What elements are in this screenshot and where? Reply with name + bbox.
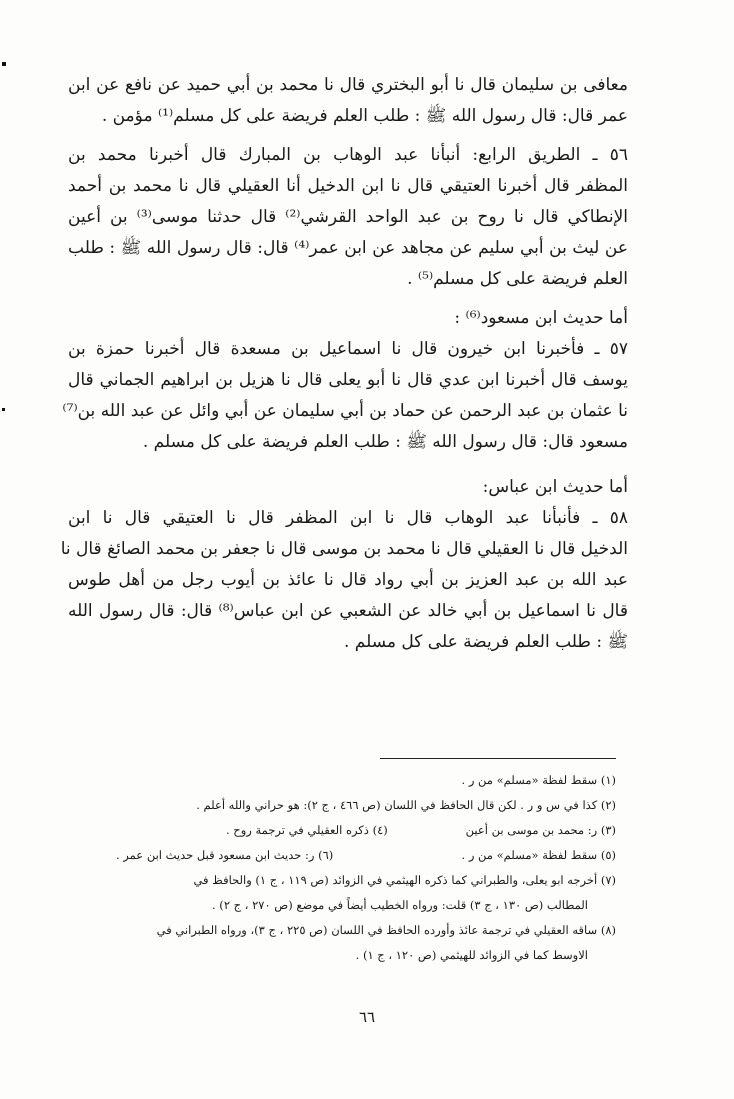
text-line: قال نا اسماعيل بن أبي خالد عن الشعبي عن ابن عباس⁽⁸⁾ قال: قال رسول الله <box>68 601 628 621</box>
text-line: ٥٧ ـ فأخبرنا ابن خيرون قال نا اسماعيل بن مسعدة قال أخبرنا حمزة بن <box>68 339 628 359</box>
footnotes <box>96 768 616 968</box>
text-line: مسعود قال: قال رسول الله ﷺ : طلب العلم فريضة على كل مسلم . <box>142 432 628 452</box>
footnote-5: (٥) سقط لفظة «مسلم» من ر . <box>461 848 616 862</box>
text-line: عبد الله بن عبد العزيز بن أبي رواد قال نا عائذ بن أيوب رجل من أهل طوس <box>68 570 628 590</box>
footnote-row-3-4 <box>96 818 616 843</box>
text-line: الدخيل قال نا العقيلي قال نا محمد بن موسى قال نا جعفر بن محمد الصائغ قال نا <box>60 539 628 559</box>
footnote-6: (٦) ر: حديث ابن مسعود قبل حديث ابن عمر . <box>116 848 334 862</box>
section-heading: أما حديث ابن عباس: <box>482 477 628 497</box>
text-line: يوسف قال أخبرنا ابن عدي قال نا أبو يعلى قال نا هزيل بن ابراهيم الجماني قال <box>68 370 628 390</box>
scan-mark-top <box>2 62 6 66</box>
text-line: ٥٦ ـ الطريق الرابع: أنبأنا عبد الوهاب بن المبارك قال أخبرنا محمد بن <box>68 145 628 165</box>
footnote-8: (٨) ساقه العقيلي في ترجمة عائذ وأورده الحافظ في اللسان (ص ٢٢٥ ، ج ٣)، ورواه الطبراني في <box>156 923 616 937</box>
section-heading: أما حديث ابن مسعود⁽⁶⁾ : <box>454 308 628 328</box>
text-line: معافى بن سليمان قال نا أبو البختري قال نا محمد بن أبي حميد عن نافع عن ابن <box>68 75 628 95</box>
main-text-body <box>60 70 629 658</box>
footnote-4: (٤) ذكره العقيلي في ترجمة روح . <box>226 823 388 837</box>
footnote-3: (٣) ر: محمد بن موسى بن أعين <box>465 823 616 837</box>
text-line: الإنطاكي قال نا روح بن عبد الواحد القرشي⁽²⁾ قال حدثنا موسى⁽³⁾ بن أعين <box>68 207 629 227</box>
text-line: ٥٨ ـ فأنبأنا عبد الوهاب قال نا ابن المظفر قال نا العتيقي قال نا ابن <box>68 508 628 528</box>
footnote-2: (٢) كذا في س و ر . لكن قال الحافظ في اللسان (ص ٤٦٦ ، ج ٢): هو حراني والله أعلم . <box>196 798 616 812</box>
scan-mark-middle <box>2 408 5 411</box>
text-line: ﷺ : طلب العلم فريضة على كل مسلم . <box>343 632 628 652</box>
footnote-1: (١) سقط لفظة «مسلم» من ر . <box>461 773 616 787</box>
footnote-7-continued: المطالب (ص ١٣٠ ، ج ٣) قلت: ورواه الخطيب أيضاً في موضع (ص ٢٧٠ ، ج ٢) . <box>212 898 588 912</box>
text-line: عمر قال: قال رسول الله ﷺ : طلب العلم فريضة على كل مسلم⁽¹⁾ مؤمن . <box>101 106 628 126</box>
footnote-8-continued: الاوسط كما في الزوائد للهيثمي (ص ١٢٠ ، ج ١) . <box>355 948 588 962</box>
text-line: نا عثمان بن عبد الرحمن عن حماد بن أبي سليمان عن أبي وائل عن عبد الله بن⁽⁷⁾ <box>62 401 628 421</box>
text-line: المظفر قال أخبرنا العتيقي قال نا ابن الدخيل أنا العقيلي قال نا محمد بن أحمد <box>68 176 628 196</box>
text-line: عن ليث بن أبي سليم عن مجاهد عن ابن عمر⁽⁴⁾ قال: قال رسول الله ﷺ : طلب <box>68 238 628 258</box>
footnote-7: (٧) أخرجه ابو يعلى، والطبراني كما ذكره الهيثمي في الزوائد (ص ١١٩ ، ج ١) والحافظ في <box>193 873 616 887</box>
footnote-row-5-6 <box>96 843 616 868</box>
page-number: ٦٦ <box>358 1008 376 1026</box>
footnote-divider <box>380 758 616 759</box>
text-line: العلم فريضة على كل مسلم⁽⁵⁾ . <box>407 269 628 289</box>
